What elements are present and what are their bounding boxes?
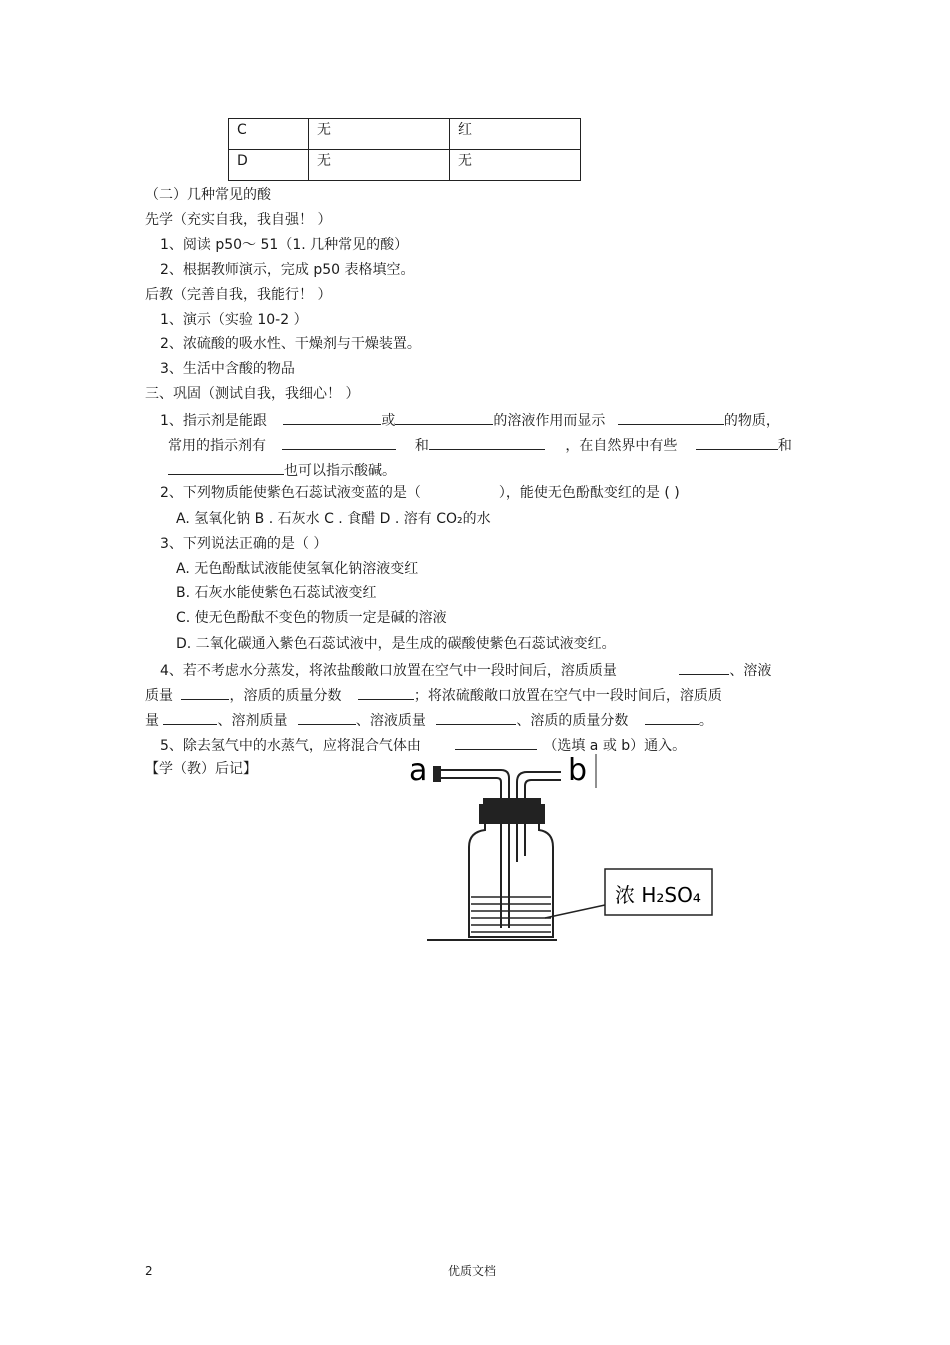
question-3-option-d: D. 二氧化碳通入紫色石蕊试液中，是生成的碳酸使紫色石蕊试液变红。 <box>176 636 616 652</box>
question-text: 的溶液作用而显示 <box>493 413 606 429</box>
stopper-top <box>483 798 541 806</box>
stopper <box>479 804 545 824</box>
table-row <box>229 150 581 181</box>
pre-study-title: 先学（充实自我，我自强！ ） <box>145 212 332 228</box>
question-3-option-b: B. 石灰水能使紫色石蕊试液变红 <box>176 585 377 601</box>
question-1-line-2 <box>168 435 792 455</box>
answer-blank[interactable] <box>282 435 396 450</box>
page-number: 2 <box>145 1264 153 1278</box>
question-text: 常用的指示剂有 <box>168 438 266 454</box>
answer-blank[interactable] <box>181 685 229 700</box>
table-cell: C <box>229 119 309 150</box>
post-teach-item: 3、生活中含酸的物品 <box>160 361 295 377</box>
question-4-line-1 <box>160 660 771 680</box>
answer-blank[interactable] <box>395 410 493 425</box>
liquid-hatching <box>471 897 551 932</box>
post-teach-title: 后教（完善自我，我能行！ ） <box>145 287 332 303</box>
question-3-option-a: A. 无色酚酞试液能使氢氧化钠溶液变红 <box>176 561 419 577</box>
question-text: 和 <box>414 438 429 454</box>
post-teach-item: 2、浓硫酸的吸水性、干燥剂与干燥装置。 <box>160 336 421 352</box>
table-row <box>229 119 581 150</box>
afterword-title: 【学（教）后记】 <box>145 761 257 777</box>
answer-blank[interactable] <box>283 410 381 425</box>
question-4-line-3 <box>145 710 713 730</box>
question-text: 的物质， <box>723 413 780 429</box>
table-cell: 无 <box>450 150 581 181</box>
indicator-table <box>228 118 581 181</box>
answer-blank[interactable] <box>358 685 414 700</box>
bottle-outline <box>469 822 553 937</box>
question-text: ），能使无色酚酞变红的是 ( ) <box>498 485 680 501</box>
question-2-options: A. 氢氧化钠 B . 石灰水 C . 食醋 D . 溶有 CO₂的水 <box>176 511 491 527</box>
question-3-option-c: C. 使无色酚酞不变色的物质一定是碱的溶液 <box>176 610 447 626</box>
pre-study-item: 1、阅读 p50～ 51（1. 几种常见的酸） <box>160 237 409 253</box>
question-text: 也可以指示酸碱。 <box>284 463 396 479</box>
question-text: 、溶质的质量分数 <box>516 713 629 729</box>
answer-blank[interactable] <box>455 735 537 750</box>
tube-end-a <box>433 766 441 782</box>
question-1-line-1 <box>160 410 780 430</box>
answer-blank[interactable] <box>696 435 778 450</box>
section-title: 三、巩固（测试自我，我细心！ ） <box>145 386 360 402</box>
label-b: b <box>568 753 588 788</box>
question-1-line-3 <box>168 460 396 480</box>
question-text: ，在自然界中有些 <box>565 438 678 454</box>
question-text: 2、下列物质能使紫色石蕊试液变蓝的是（ <box>160 485 421 501</box>
question-text: 1、指示剂是能跟 <box>160 413 267 429</box>
label-a: a <box>409 753 428 788</box>
table-cell: 无 <box>309 119 450 150</box>
question-text: 质量 <box>145 688 173 704</box>
question-text: 5、除去氢气中的水蒸气，应将混合气体由 <box>160 738 421 754</box>
answer-blank[interactable] <box>298 710 356 725</box>
pre-study-item: 2、根据教师演示，完成 p50 表格填空。 <box>160 262 415 278</box>
answer-blank[interactable] <box>163 710 217 725</box>
question-text: 、溶液质量 <box>355 713 426 729</box>
table-cell: 无 <box>309 150 450 181</box>
question-text: 或 <box>381 413 396 429</box>
gas-washing-bottle-diagram <box>405 752 725 952</box>
answer-blank[interactable] <box>436 710 516 725</box>
question-4-line-2 <box>145 685 722 705</box>
question-text: 、溶液 <box>729 663 772 679</box>
question-text: 和 <box>777 438 792 454</box>
post-teach-item: 1、演示（实验 10-2 ） <box>160 312 308 328</box>
question-text: 。 <box>698 713 713 729</box>
question-text: 、溶剂质量 <box>217 713 288 729</box>
table-cell: 红 <box>450 119 581 150</box>
answer-blank[interactable] <box>168 460 284 475</box>
question-text: 4、若不考虑水分蒸发，将浓盐酸敞口放置在空气中一段时间后，溶质质量 <box>160 663 617 679</box>
answer-blank[interactable] <box>679 660 729 675</box>
question-text: ；将浓硫酸敞口放置在空气中一段时间后，溶质质 <box>413 688 722 704</box>
question-text: （选填 a 或 b）通入。 <box>543 738 687 754</box>
question-3: 3、下列说法正确的是（ ） <box>160 536 328 552</box>
answer-blank[interactable] <box>429 435 545 450</box>
table-cell: D <box>229 150 309 181</box>
answer-blank[interactable] <box>645 710 699 725</box>
question-text: 量 <box>145 713 159 729</box>
section-title: （二）几种常见的酸 <box>145 187 271 203</box>
acid-label-text: 浓 H₂SO₄ <box>615 883 701 907</box>
answer-blank[interactable] <box>618 410 724 425</box>
question-text: ，溶质的质量分数 <box>229 688 342 704</box>
footer-text: 优质文档 <box>448 1264 497 1278</box>
question-2 <box>160 484 680 502</box>
